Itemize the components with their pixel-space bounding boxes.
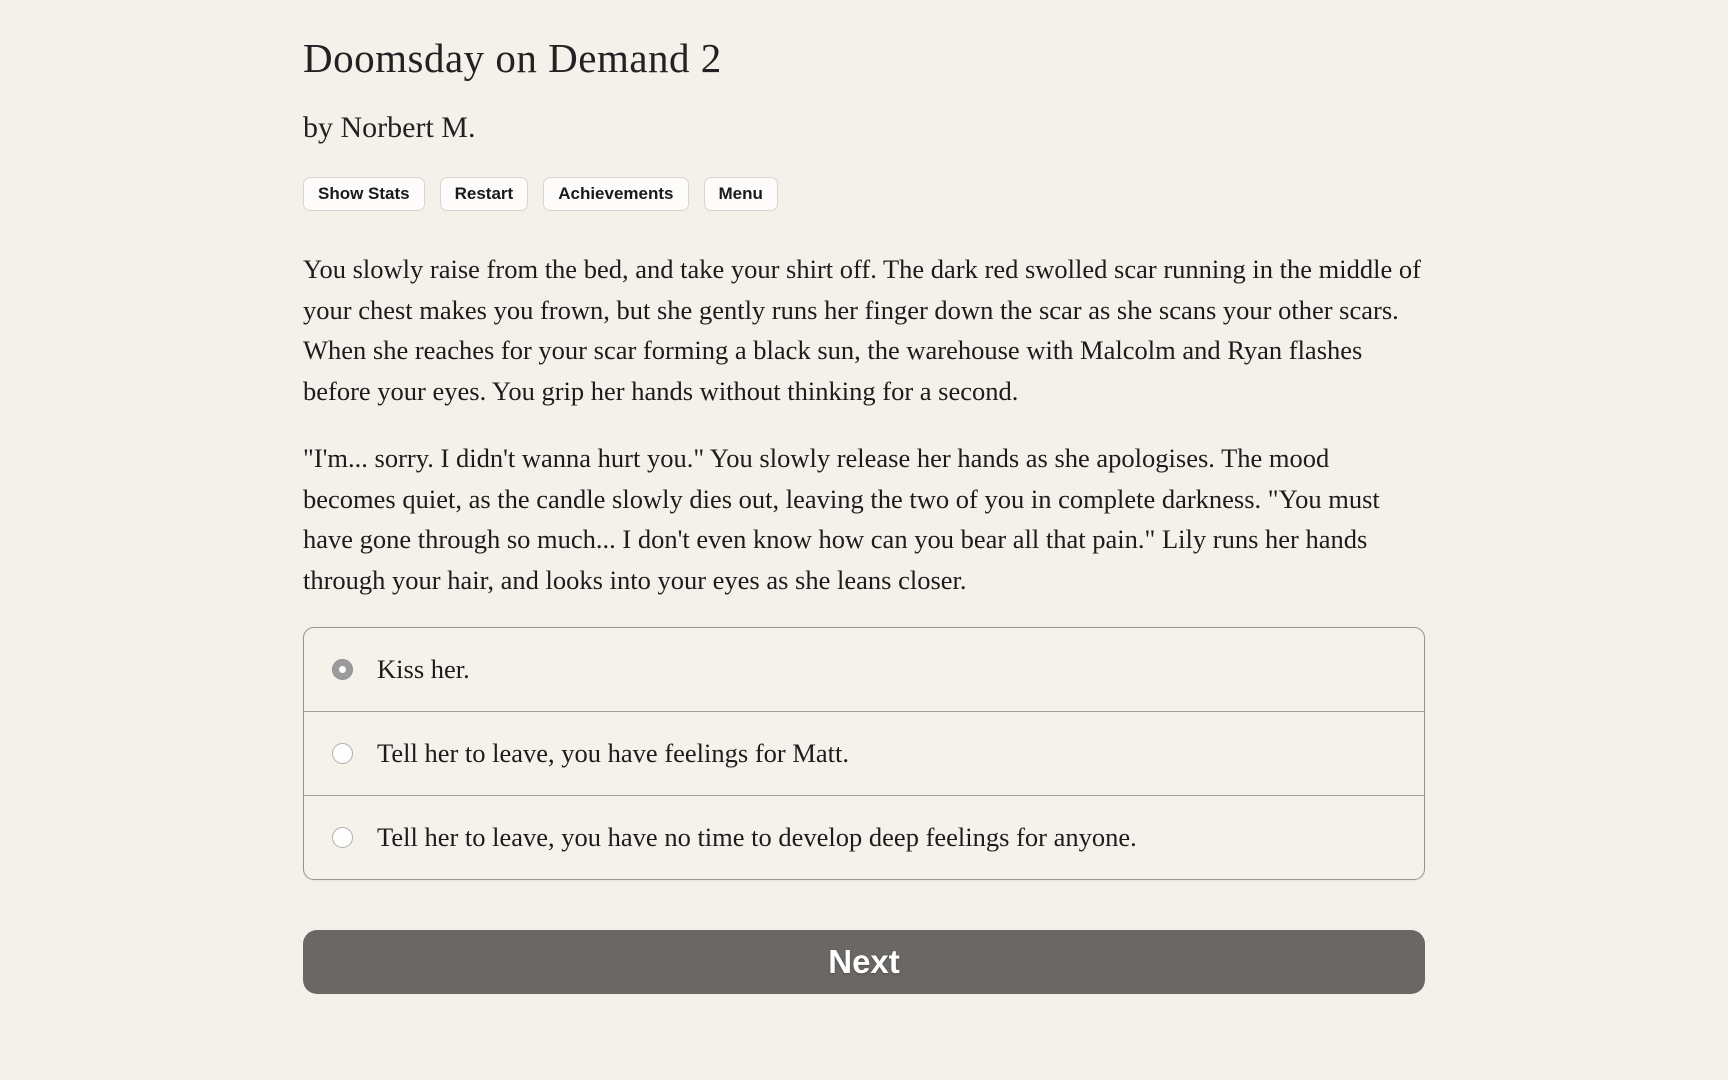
story-paragraph: "I'm... sorry. I didn't wanna hurt you." You slowly release her hands as she apologises. The mood becomes quiet, as the candle slowly dies out, leaving the two of you in complete darkness. "You must have gone through so much... I don't even know how can you bear all that pain." Lily runs her hands through your hair, and looks into your eyes as she leans closer. — [303, 443, 1380, 595]
achievements-button[interactable]: Achievements — [543, 177, 688, 211]
choice-label: Tell her to leave, you have feelings for Matt. — [377, 738, 850, 768]
choice-label: Kiss her. — [377, 654, 470, 684]
show-stats-button[interactable]: Show Stats — [303, 177, 425, 211]
story-page — [303, 0, 1425, 994]
choice-option-leave-feelings-matt[interactable] — [304, 711, 1424, 795]
toolbar — [303, 177, 1425, 211]
next-button[interactable]: Next — [303, 930, 1425, 994]
radio-icon[interactable] — [332, 827, 353, 848]
radio-icon[interactable] — [332, 743, 353, 764]
radio-selected-icon[interactable] — [332, 659, 353, 680]
choice-list — [303, 627, 1425, 880]
choice-option-kiss-her[interactable] — [304, 628, 1424, 711]
menu-button[interactable]: Menu — [704, 177, 778, 211]
restart-button[interactable]: Restart — [440, 177, 529, 211]
author-byline: by Norbert M. — [303, 111, 476, 144]
choice-label: Tell her to leave, you have no time to develop deep feelings for anyone. — [377, 822, 1137, 852]
story-paragraph: You slowly raise from the bed, and take your shirt off. The dark red swolled scar running in the middle of your chest makes you frown, but she gently runs her finger down the scar as she scans your other scars. When she reaches for your scar forming a black sun, the warehouse with Malcolm and Ryan flashes before your eyes. You grip her hands without thinking for a second. — [303, 254, 1421, 406]
story-text — [303, 249, 1425, 600]
choice-option-leave-no-time[interactable] — [304, 795, 1424, 879]
page-title: Doomsday on Demand 2 — [303, 35, 722, 81]
